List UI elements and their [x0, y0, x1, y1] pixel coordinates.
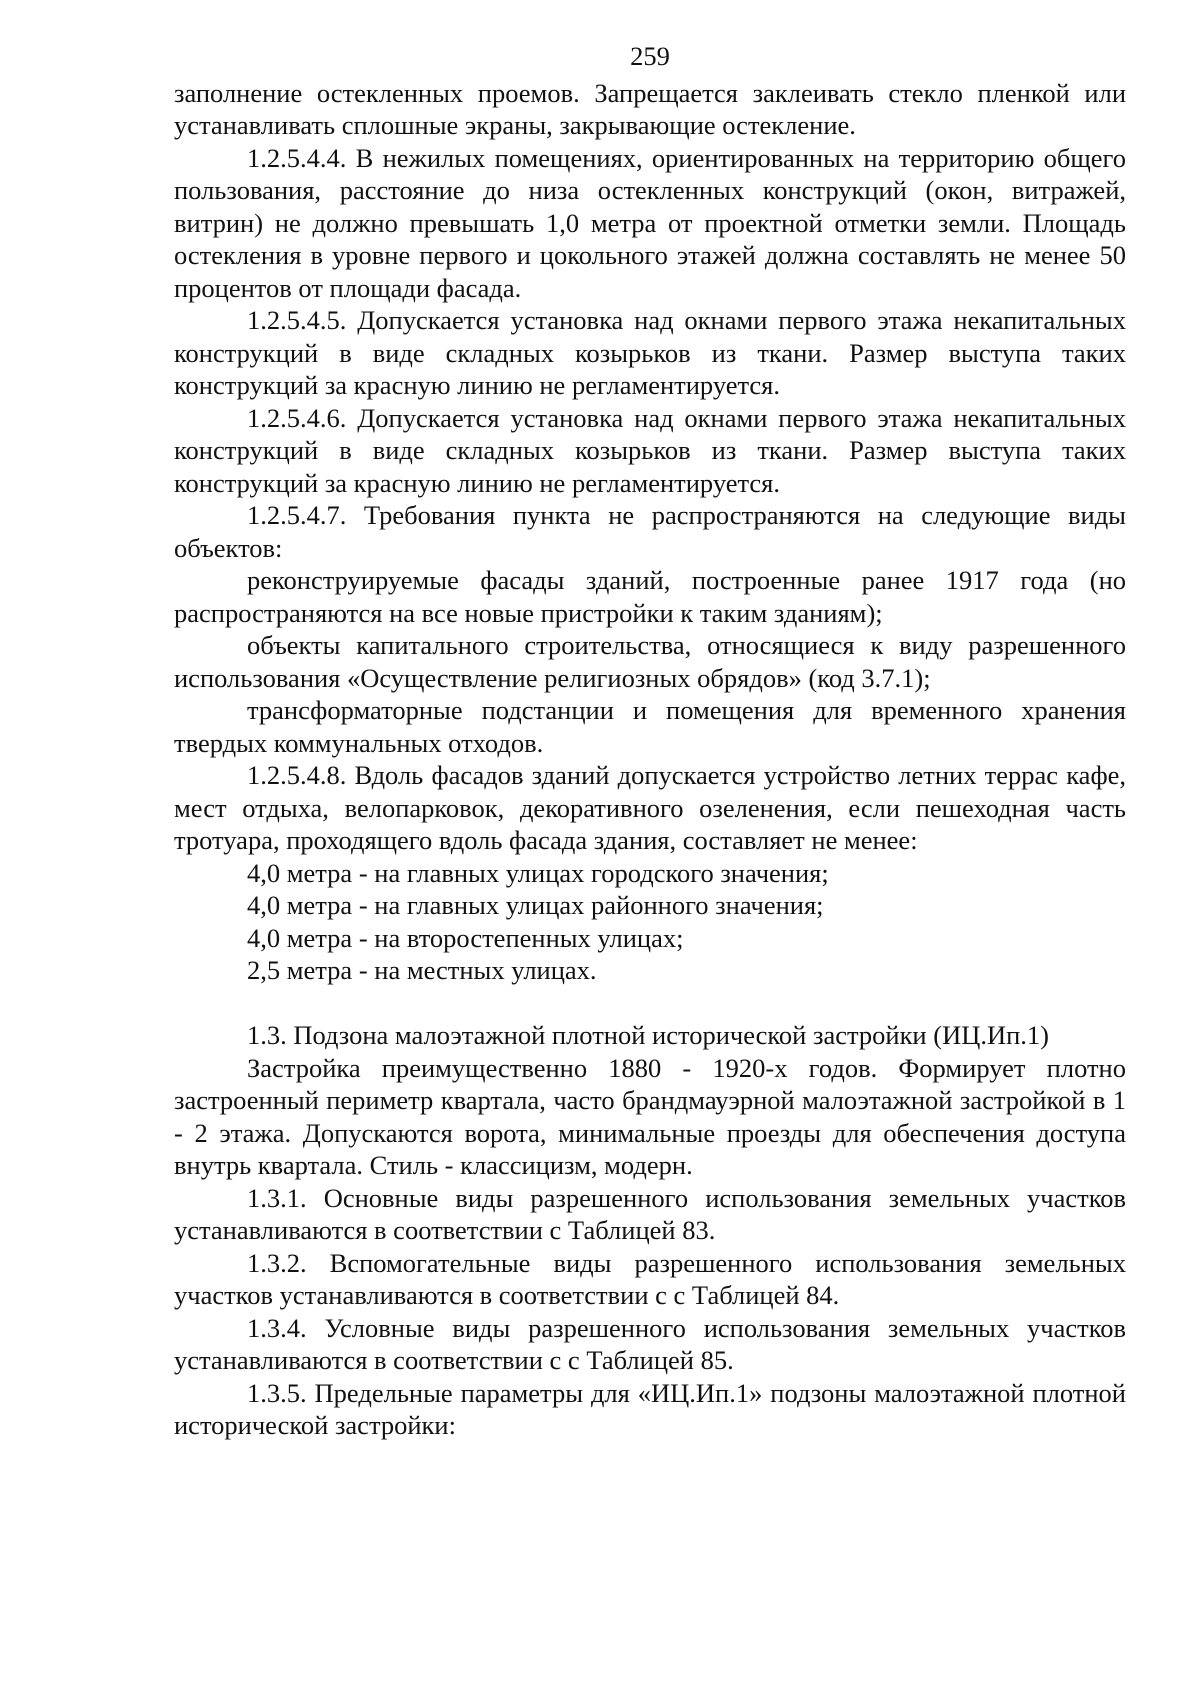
section-heading: 1.3. Подзона малоэтажной плотной исторической застройки (ИЦ.Ип.1) [247, 1020, 1049, 1050]
paragraph: реконструируемые фасады зданий, построенные ранее 1917 года (но распространяются на все новые пристройки к таким зданиям); [174, 565, 1126, 628]
paragraph: 1.3.4. Условные виды разрешенного использования земельных участков устанавливаются в соответствии с с Таблицей 85. [174, 1312, 1126, 1375]
section-1-3 [174, 1019, 1126, 1442]
paragraphs-block-1 [174, 77, 1126, 987]
document-page [174, 40, 1126, 1442]
paragraph: 1.2.5.4.8. Вдоль фасадов зданий допускается устройство летних террас кафе, мест отдыха, велопарковок, декоративного озеленения, если пешеходная часть тротуара, проходящего вдоль фасада здания, составляет не менее: [174, 760, 1126, 855]
paragraph: 1.2.5.4.6. Допускается установка над окнами первого этажа некапитальных конструкций в виде складных козырьков из ткани. Размер выступа таких конструкций за красную линию не регламентируется. [174, 402, 1126, 498]
paragraph: заполнение остекленных проемов. Запрещается заклеивать стекло пленкой или устанавливать сплошные экраны, закрывающие остекление. [174, 77, 1126, 140]
paragraph: 1.2.5.4.7. Требования пункта не распространяются на следующие виды объектов: [174, 500, 1126, 563]
page-number: 259 [630, 41, 670, 71]
paragraph: 1.3.2. Вспомогательные виды разрешенного использования земельных участков устанавливаются в соответствии с с Таблицей 84. [174, 1247, 1126, 1310]
list-item: 2,5 метра - на местных улицах. [247, 955, 597, 985]
paragraph: 1.2.5.4.5. Допускается установка над окнами первого этажа некапитальных конструкций в виде складных козырьков из ткани. Размер выступа таких конструкций за красную линию не регламентируется. [174, 305, 1126, 400]
blank-line [174, 987, 1126, 1020]
paragraph: объекты капитального строительства, относящиеся к виду разрешенного использования «Осуществление религиозных обрядов» (код 3.7.1); [174, 630, 1126, 693]
paragraph: трансформаторные подстанции и помещения для временного хранения твердых коммунальных отходов. [174, 695, 1126, 758]
paragraph: 1.3.1. Основные виды разрешенного использования земельных участков устанавливаются в соответствии с Таблицей 83. [174, 1182, 1126, 1245]
list-item: 4,0 метра - на главных улицах городского значения; [247, 857, 829, 888]
list-item: 4,0 метра - на второстепенных улицах; [247, 922, 684, 953]
list-item: 4,0 метра - на главных улицах районного значения; [247, 890, 824, 920]
paragraph: Застройка преимущественно 1880 - 1920-х годов. Формирует плотно застроенный периметр квартала, часто брандмауэрной малоэтажной застройкой в 1 - 2 этажа. Допускаются ворота, минимальные проезды для обеспечения доступа внутрь квартала. Стиль - классицизм, модерн. [174, 1052, 1126, 1180]
paragraph: 1.2.5.4.4. В нежилых помещениях, ориентированных на территорию общего пользования, расстояние до низа остекленных конструкций (окон, витражей, витрин) не должно превышать 1,0 метра от проектной отметки земли. Площадь остекления в уровне первого и цокольного этажей должна составлять не менее 50 процентов от площади фасада. [174, 142, 1126, 303]
paragraph: 1.3.5. Предельные параметры для «ИЦ.Ип.1» подзоны малоэтажной плотной исторической застройки: [174, 1377, 1126, 1440]
